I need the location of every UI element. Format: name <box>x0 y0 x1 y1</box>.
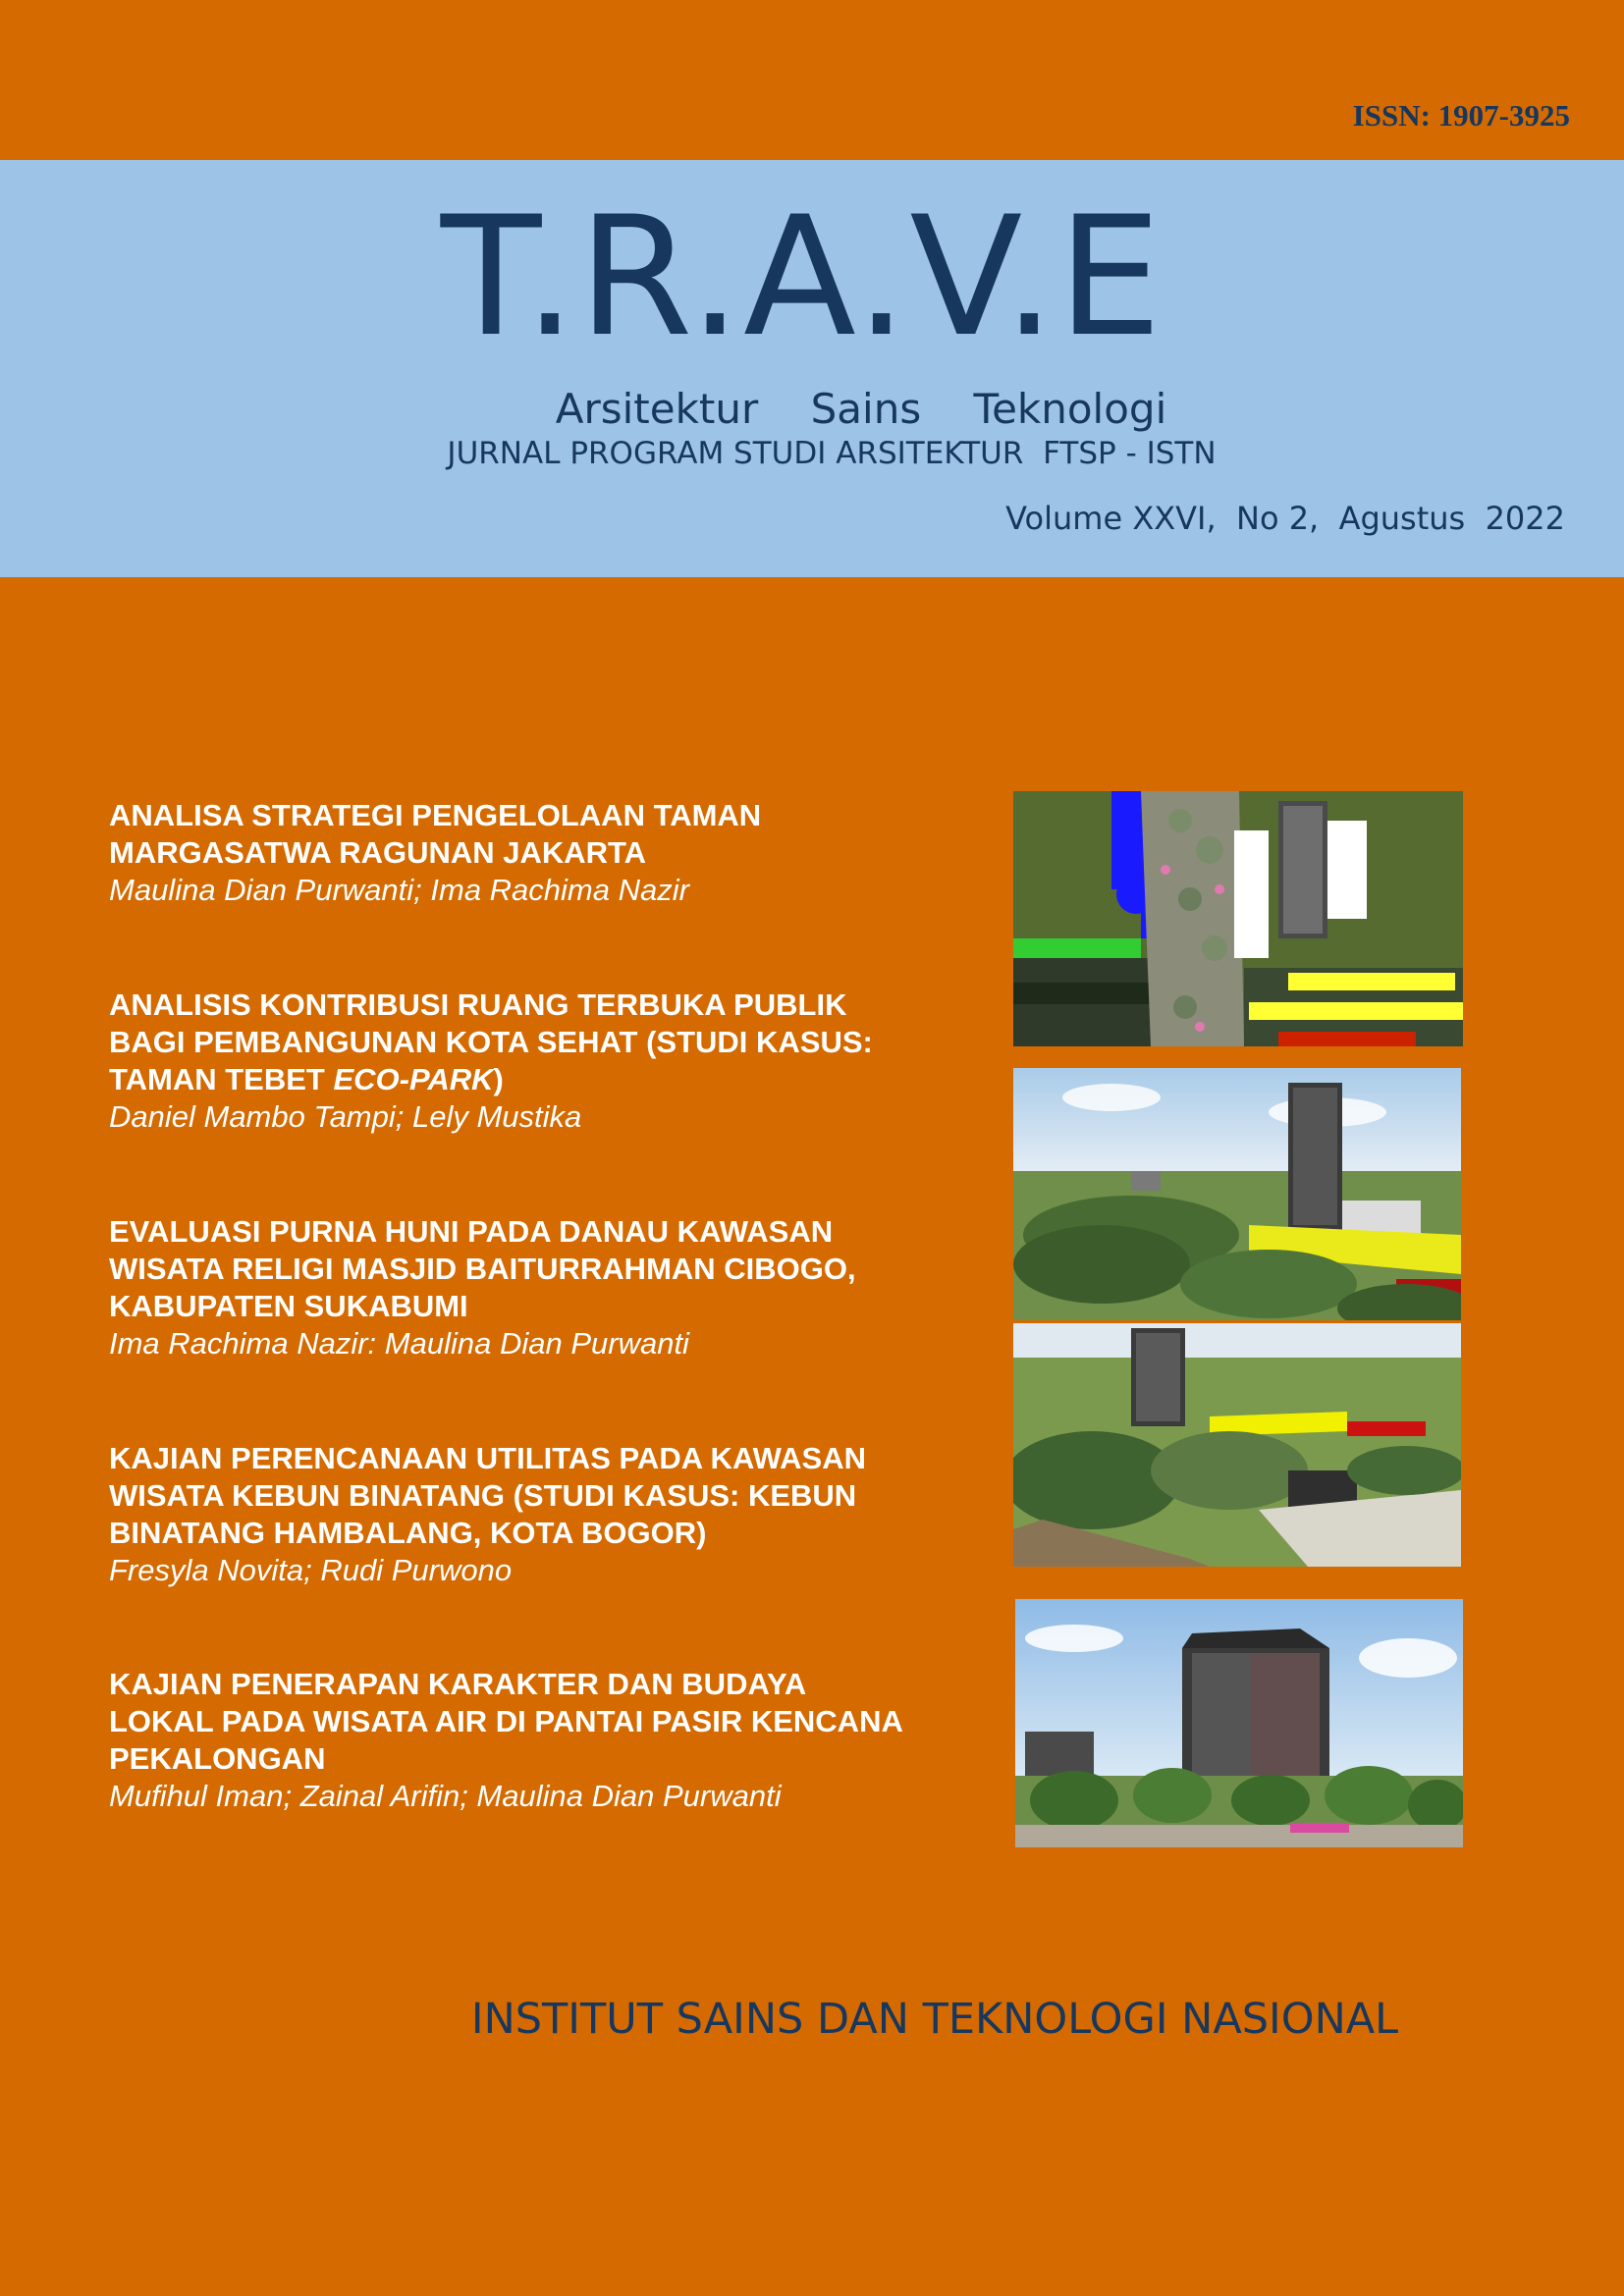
institution-name: INSTITUT SAINS DAN TEKNOLOGI NASIONAL <box>470 1995 1399 2044</box>
article-item <box>109 1213 1002 1362</box>
article-item <box>109 1666 1002 1815</box>
article-title: ANALISA STRATEGI PENGELOLAAN TAMAN MARGASATWA RAGUNAN JAKARTA <box>109 798 762 870</box>
journal-program: JURNAL PROGRAM STUDI ARSITEKTUR FTSP - ISTN <box>447 436 1217 471</box>
journal-title: T.R.A.V.E <box>440 181 1164 373</box>
site-plan-image <box>1013 791 1463 1046</box>
article-item <box>109 797 1002 909</box>
volume-issue: Volume XXVI, No 2, Agustus 2022 <box>1005 500 1565 537</box>
article-authors: Ima Rachima Nazir: Maulina Dian Purwanti <box>109 1326 689 1361</box>
park-aerial-image <box>1013 1323 1461 1567</box>
article-item <box>109 1440 1002 1589</box>
article-authors: Mufihul Iman; Zainal Arifin; Maulina Dian Purwanti <box>109 1779 782 1813</box>
article-title: ANALISIS KONTRIBUSI RUANG TERBUKA PUBLIK BAGI PEMBANGUNAN KOTA SEHAT (STUDI KASUS: TAMAN TEBET ECO-PARK) <box>109 988 873 1096</box>
article-authors: Maulina Dian Purwanti; Ima Rachima Nazir <box>109 873 689 907</box>
article-title: KAJIAN PENERAPAN KARAKTER DAN BUDAYA LOKAL PADA WISATA AIR DI PANTAI PASIR KENCANA PEKALONGAN <box>109 1667 903 1776</box>
tower-render-image <box>1013 1068 1461 1320</box>
article-title: EVALUASI PURNA HUNI PADA DANAU KAWASAN WISATA RELIGI MASJID BAITURRAHMAN CIBOGO, KABUPATEN SUKABUMI <box>109 1214 856 1323</box>
article-authors: Fresyla Novita; Rudi Purwono <box>109 1553 513 1587</box>
issn-number: ISSN: 1907-3925 <box>1352 98 1570 133</box>
article-item <box>109 987 1002 1136</box>
article-title: KAJIAN PERENCANAAN UTILITAS PADA KAWASAN WISATA KEBUN BINATANG (STUDI KASUS: KEBUN BINATANG HAMBALANG, KOTA BOGOR) <box>109 1441 867 1550</box>
article-authors: Daniel Mambo Tampi; Lely Mustika <box>109 1099 582 1134</box>
journal-subtitle: Arsitektur Sains Teknologi <box>555 385 1167 433</box>
street-render-image <box>1015 1599 1463 1847</box>
